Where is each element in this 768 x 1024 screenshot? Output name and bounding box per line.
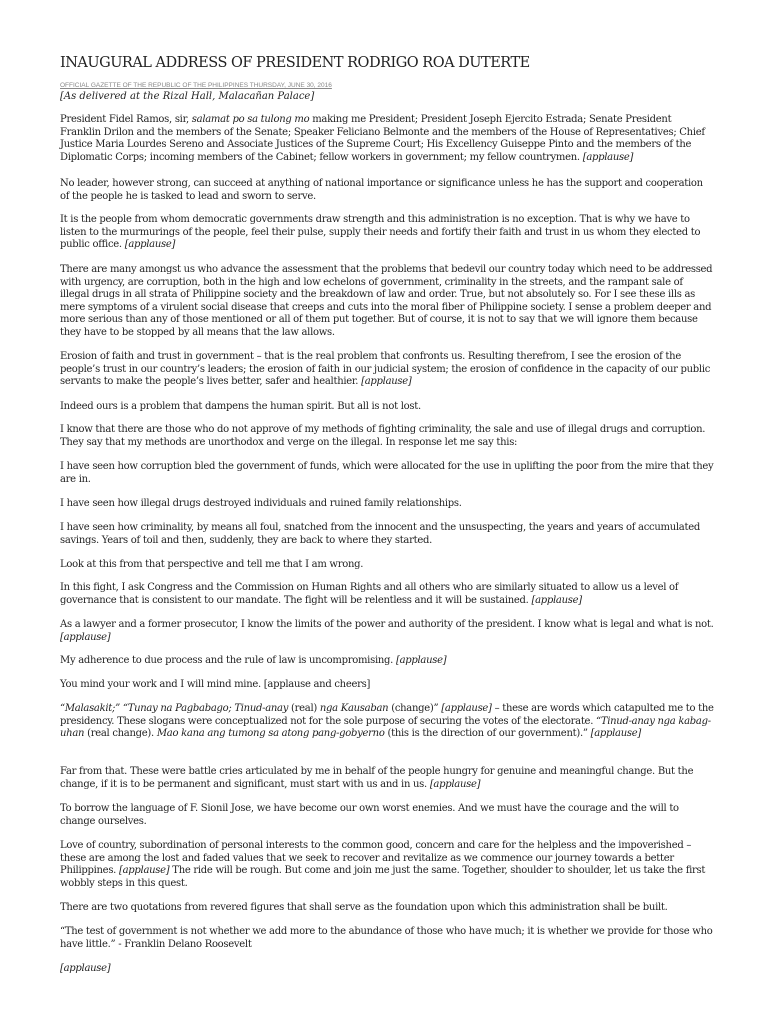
italic-text: [applause] [60, 631, 111, 643]
paragraph-text: (this is the direction of our government).” [384, 728, 591, 740]
paragraph-text: President Fidel Ramos, sir, [60, 114, 192, 125]
paragraph-text: Indeed ours is a problem that dampens the human spirit. But all is not lost. [60, 401, 421, 412]
paragraph-text: I have seen how corruption bled the government of funds, which were allocated for the use in uplifting the poor from the mire that they are in. [60, 461, 714, 485]
italic-text: [applause] [124, 239, 176, 251]
paragraph-text: (change)” [388, 703, 442, 714]
paragraph-text: Erosion of faith and trust in government – that is the real problem that confronts us. Resulting therefrom, I see the erosion of the people’s trust in our country’s leaders; the erosion of faith in our judicial system; the erosion of confidence in the capacity of our public servants to make the people’s lives better, safer and healthier. [60, 351, 711, 388]
speech-paragraph [60, 351, 714, 389]
italic-text: [applause] [395, 655, 447, 666]
speech-paragraph [60, 703, 714, 741]
paragraph-text: There are two quotations from revered figures that shall serve as the foundation upon which this administration shall be built. [60, 902, 668, 913]
paragraph-text: No leader, however strong, can succeed at anything of national importance or significance unless he has the support and cooperation of the people he is tasked to lead and sworn to serve. [60, 178, 703, 202]
speech-paragraph [60, 498, 714, 511]
paragraph-text: You mind your work and I will mind mine. [applause and cheers] [60, 679, 371, 690]
source-line[interactable]: OFFICIAL GAZETTE OF THE REPUBLIC OF THE PHILIPPINES THURSDAY, JUNE 30, 2016 [60, 82, 332, 89]
paragraph-text: “The test of government is not whether we add more to the abundance of those who have much; it is whether we provide for those who have little.” - Franklin Delano Roosevelt [60, 926, 713, 950]
speech-paragraph [60, 424, 714, 449]
paragraph-text: I have seen how criminality, by means all foul, snatched from the innocent and the unsuspecting, the years and years of accumulated savings. Years of toil and then, suddenly, they are back to where they started. [60, 522, 700, 546]
paragraph-text: Far from that. These were battle cries articulated by me in behalf of the people hungry for genuine and meaningful change. But the change, if it is to be permanent and significant, must start with us and in us. [60, 766, 694, 790]
paragraph-text: My adherence to due process and the rule of law is uncompromising. [60, 655, 396, 666]
italic-text: [applause] [60, 963, 111, 974]
italic-text: salamat po sa tulong mo [191, 114, 310, 125]
paragraph-text: (real) [288, 703, 320, 714]
paragraph-text: There are many amongst us who advance the assessment that the problems that bedevil our country today which need to be addressed with urgency, are corruption, both in the high and low echelons of government, criminality in the streets, and the rampant sale of illegal drugs in all strata of Philippine society and the breakdown of law and order. True, but not absolutely so. For I see these ills as mere symptoms of a virulent social disease that creeps and cuts into the moral fiber of Philippine society. I sense a problem deeper and more serious than any of those mentioned or all of them put together. But of course, it is not to say that we will ignore them because they have to be stopped by all means that the law allows. [60, 264, 713, 338]
italic-text: nga Kausaban [319, 703, 389, 714]
speech-paragraph [60, 264, 714, 340]
paragraph-text: (real change). [84, 728, 157, 740]
speech-paragraph [60, 655, 714, 668]
paragraph-text: The ride will be rough. But come and join me just the same. Together, shoulder to shoulder, let us take the first wobbly steps in this quest. [60, 865, 706, 889]
page-title: INAUGURAL ADDRESS OF PRESIDENT RODRIGO ROA DUTERTE [60, 55, 530, 71]
speech-paragraph [60, 902, 714, 915]
speech-paragraph [60, 679, 714, 692]
speech-paragraph [60, 178, 714, 203]
speech-paragraph [60, 401, 714, 414]
paragraph-text: To borrow the language of F. Sionil Jose, we have become our own worst enemies. And we must have the courage and the will to change ourselves. [60, 803, 679, 827]
paragraph-text: In this fight, I ask Congress and the Commission on Human Rights and all others who are similarly situated to allow us a level of governance that is consistent to our mandate. The fight will be relentless and it will be sustained. [60, 582, 679, 606]
speech-paragraph [60, 803, 714, 828]
italic-text: “Malasakit;” “Tunay na Pagbabago; Tinud-anay [60, 703, 289, 714]
paragraph-text: As a lawyer and a former prosecutor, I know the limits of the power and authority of the president. I know what is legal and what is not. [60, 619, 714, 630]
paragraph-text: I know that there are those who do not approve of my methods of fighting criminality, the sale and use of illegal drugs and corruption. They say that my methods are unorthodox and verge on the illegal. In response let me say this: [60, 424, 706, 448]
speech-paragraph [60, 840, 714, 890]
paragraph-text: I have seen how illegal drugs destroyed individuals and ruined family relationships. [60, 498, 462, 509]
paragraph-text: Love of country, subordination of personal interests to the common good, concern and care for the helpless and the impoverished – these are among the lost and faded values that we seek to recover and revitalize as we commence our journey towards a better Philippines. [60, 840, 692, 877]
speech-paragraph [60, 963, 714, 976]
italic-text: [applause] [118, 865, 170, 877]
speech-paragraph [60, 214, 714, 252]
italic-text: [applause] [361, 376, 412, 388]
speech-paragraph [60, 766, 714, 791]
speech-paragraph [60, 926, 714, 951]
italic-text: [applause] [590, 728, 642, 740]
speech-paragraph [60, 559, 714, 572]
italic-text: [applause] [582, 151, 634, 163]
speech-paragraph [60, 619, 714, 644]
italic-text: Mao kana ang tumong sa atong pang-gobyerno [156, 728, 385, 740]
delivered-note: [As delivered at the Rizal Hall, Malacañan Palace] [60, 91, 315, 102]
italic-text: [applause] [429, 778, 481, 790]
paragraph-text: It is the people from whom democratic governments draw strength and this administration is no exception. That is why we have to listen to the murmurings of the people, feel their pulse, supply their needs and fortify their faith and trust in us whom they elected to public office. [60, 214, 701, 251]
speech-paragraph [60, 522, 714, 547]
italic-text: [applause] [531, 594, 582, 606]
speech-paragraph [60, 114, 714, 164]
italic-text: [applause] [441, 703, 492, 714]
paragraph-text: – these are words which catapulted me to the presidency. These slogans were conceptualized not for the sole purpose of securing the votes of the electorate. [60, 703, 714, 727]
speech-paragraph [60, 582, 714, 607]
speech-paragraph [60, 461, 714, 486]
paragraph-text: Look at this from that perspective and tell me that I am wrong. [60, 559, 364, 570]
italic-text: “Tinud-anay nga kabag-uhan [60, 715, 711, 740]
paragraph-text: making me President; President Joseph Ejercito Estrada; Senate President Franklin Drilon and the members of the Senate; Speaker Feliciano Belmonte and the members of the House of Representatives; Chief Justice Maria Lourdes Sereno and Associate Justices of the Supreme Court; His Excellency Guiseppe Pinto and the members of the Diplomatic Corps; incoming members of the Cabinet; fellow workers in government; my fellow countrymen. [60, 114, 705, 163]
